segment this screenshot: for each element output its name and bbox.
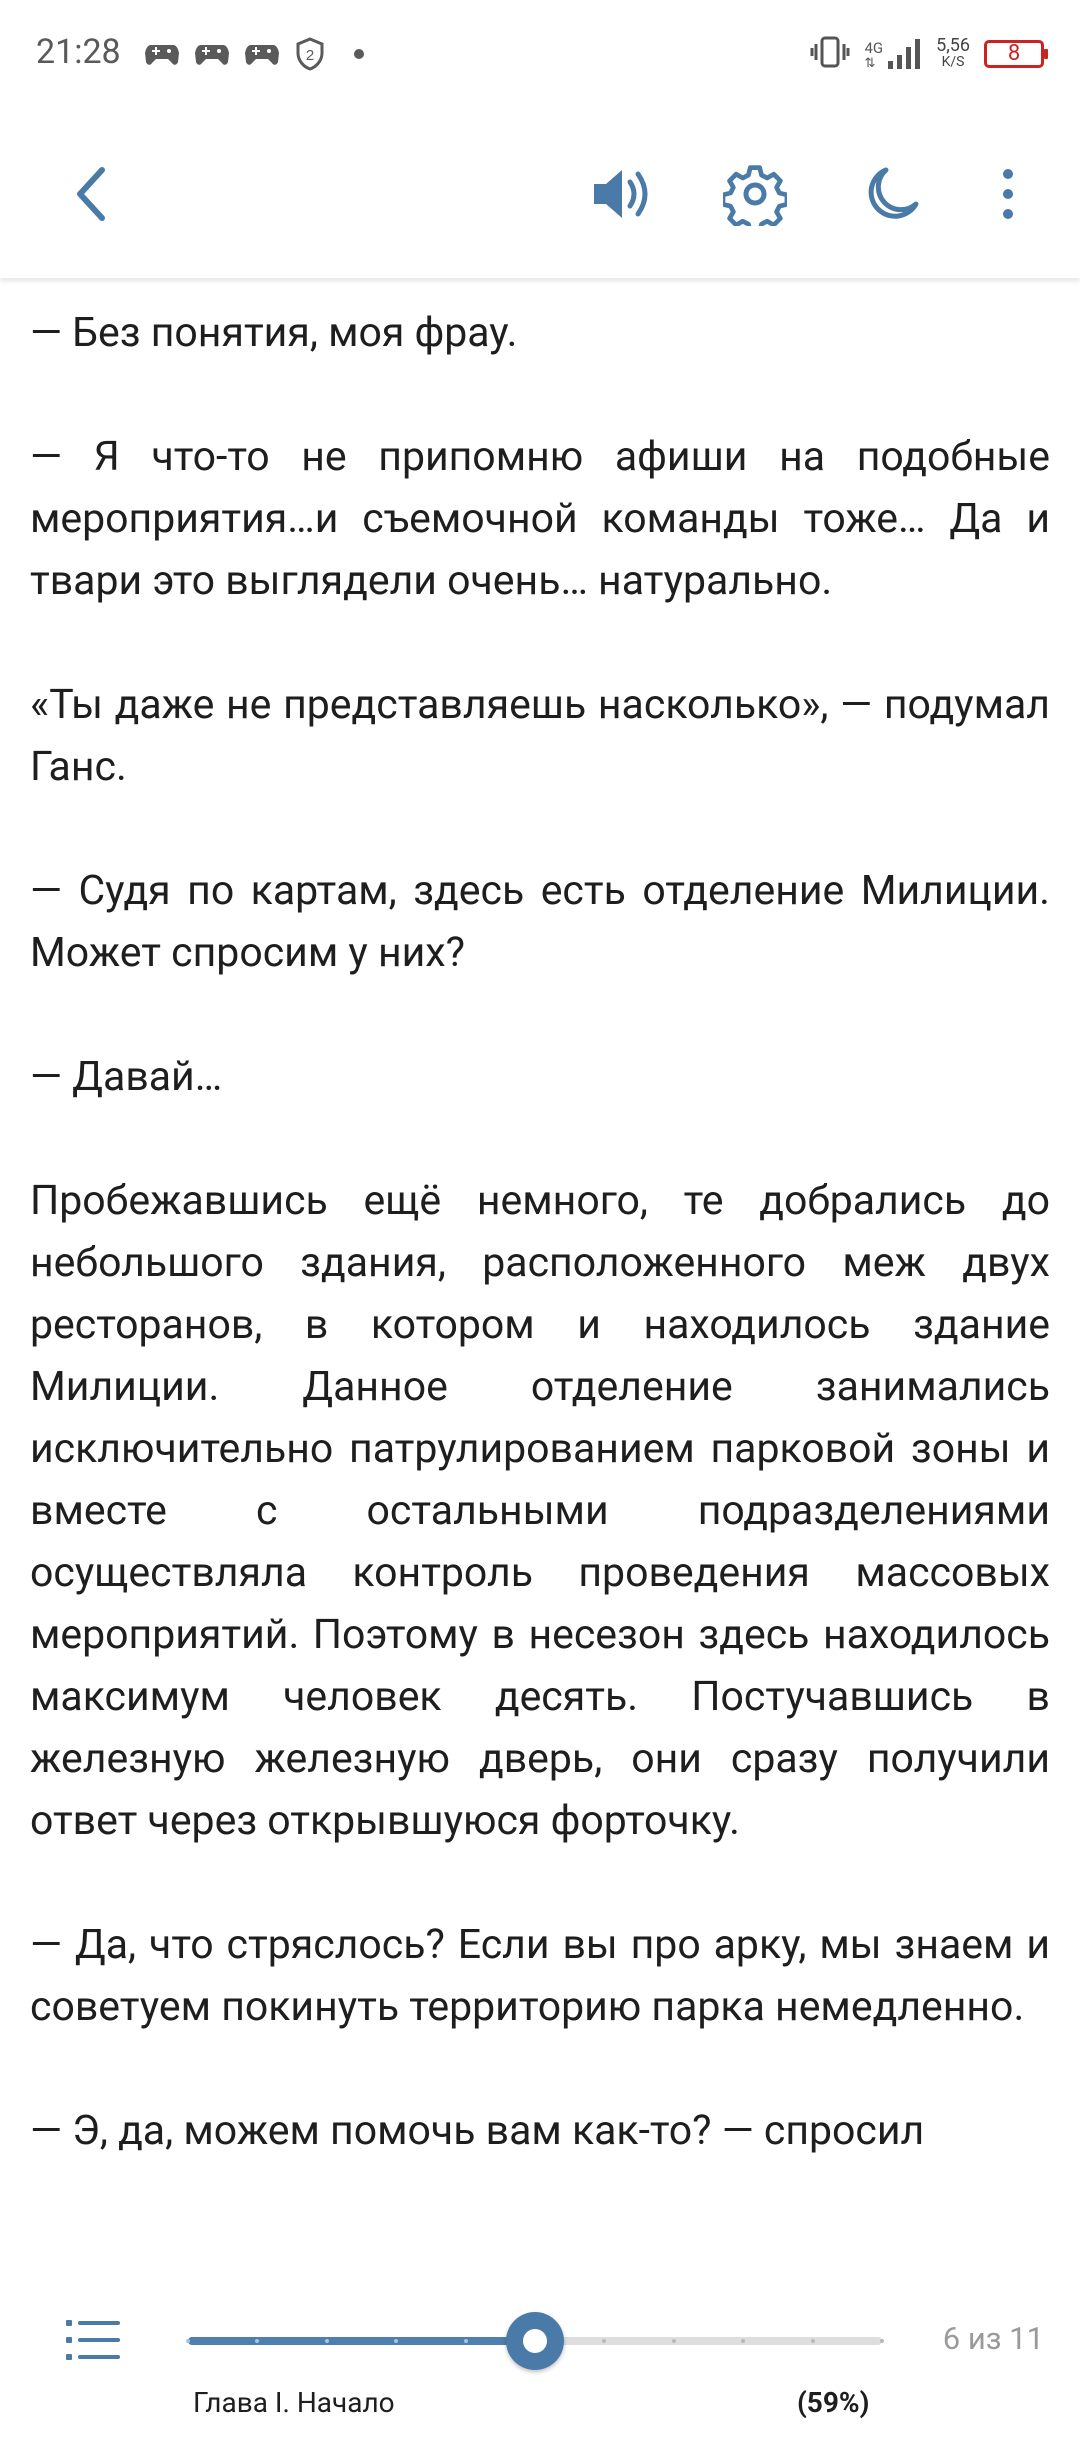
vibrate-icon bbox=[810, 35, 850, 73]
back-button[interactable] bbox=[50, 154, 130, 234]
reader-toolbar bbox=[0, 110, 1080, 278]
more-vertical-icon bbox=[998, 164, 1018, 224]
signal-icon: 4G ⇅ bbox=[864, 37, 922, 71]
status-bar bbox=[0, 0, 1080, 110]
paragraph: — Судя по картам, здесь есть отделение Милиции. Может спросим у них? bbox=[30, 867, 1050, 977]
paragraph: Пробежавшись ещё немного, те добрались до небольшого здания, расположенного меж двух ресторанов, в котором и находилось здание Милиции. Данное отделение занимались исключительно патрулированием парковой зоны и вместе с остальными подразделениями осуществляла контроль проведения массовых мероприятий. Поэтому в несезон здесь находилось максимум человек десять. Постучавшись в железную железную дверь, они сразу получили ответ через открывшуюся форточку. bbox=[30, 1177, 1050, 1845]
shield-icon bbox=[295, 37, 325, 71]
table-of-contents-button[interactable] bbox=[64, 2310, 124, 2370]
speed-unit: K/S bbox=[941, 54, 965, 70]
network-type: 4G bbox=[864, 39, 884, 57]
chevron-left-icon bbox=[70, 164, 110, 224]
battery-indicator: 8 bbox=[984, 40, 1044, 68]
slider-tick bbox=[186, 2339, 190, 2343]
paragraph: «Ты даже не представляешь насколько», — подумал Ганс. bbox=[30, 681, 1050, 791]
network-speed bbox=[936, 35, 970, 70]
status-time: 21:28 bbox=[36, 32, 121, 72]
night-mode-button[interactable] bbox=[852, 154, 932, 234]
dot-icon bbox=[353, 48, 365, 60]
slider-fill bbox=[188, 2337, 535, 2345]
settings-button[interactable] bbox=[715, 154, 795, 234]
speaker-icon bbox=[590, 164, 654, 224]
status-right bbox=[810, 32, 1044, 76]
progress-percent: (59%) bbox=[797, 2386, 870, 2419]
speed-value: 5,56 bbox=[936, 35, 970, 56]
paragraph: — Да, что стряслось? Если вы про арку, мы знаем и советуем покинуть территорию парка немедленно. bbox=[30, 1921, 1050, 2031]
gamepad-icon bbox=[195, 41, 229, 67]
gear-icon bbox=[723, 162, 787, 226]
slider-thumb[interactable] bbox=[506, 2312, 564, 2370]
more-options-button[interactable] bbox=[968, 154, 1048, 234]
slider-tick bbox=[325, 2339, 329, 2343]
read-aloud-button[interactable] bbox=[582, 154, 662, 234]
page-count: 6 из 11 bbox=[942, 2320, 1044, 2357]
slider-tick bbox=[811, 2339, 815, 2343]
paragraph: — Давай… bbox=[30, 1053, 223, 1101]
gamepad-icon bbox=[145, 41, 179, 67]
moon-icon bbox=[862, 164, 922, 224]
shield-number: 2 bbox=[305, 47, 315, 64]
paragraph: — Я что-то не припомню афиши на подобные мероприятия…и съемочной команды тоже… Да и твари это выглядели очень… натурально. bbox=[30, 433, 1050, 605]
chapter-title: Глава I. Начало bbox=[193, 2386, 395, 2419]
slider-tick bbox=[880, 2339, 884, 2343]
paragraph: — Без понятия, моя фрау. bbox=[30, 309, 518, 357]
reader-bottom-bar bbox=[0, 2260, 1080, 2459]
paragraph: — Э, да, можем помочь вам как-то? — спросил bbox=[30, 2107, 925, 2155]
slider-tick bbox=[672, 2339, 676, 2343]
book-text[interactable] bbox=[30, 280, 1050, 2260]
list-icon bbox=[66, 2318, 122, 2362]
gamepad-icon bbox=[245, 41, 279, 67]
page-progress-slider[interactable] bbox=[188, 2320, 882, 2360]
notification-icons bbox=[145, 34, 365, 74]
slider-tick bbox=[464, 2339, 468, 2343]
